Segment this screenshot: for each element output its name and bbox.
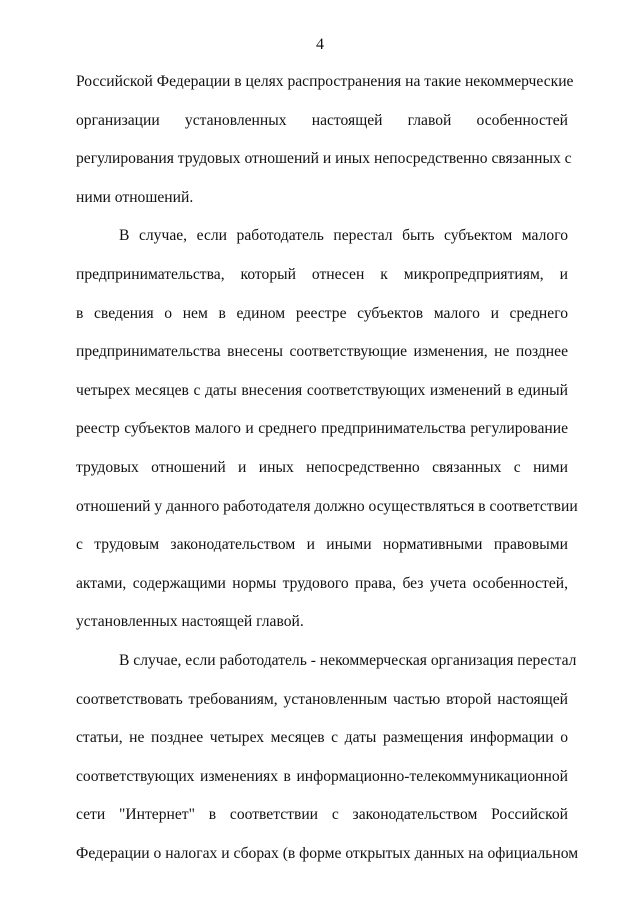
paragraph-1	[76, 63, 574, 217]
paragraph-line: предпринимательства внесены соответствующие изменения, не позднее	[76, 343, 568, 361]
paragraph-line: соответствующих изменениях в информационно-телекоммуникационной	[76, 767, 568, 785]
paragraph-line: В случае, если работодатель перестал быть субъектом малого	[119, 227, 568, 245]
paragraph-2	[76, 217, 578, 642]
paragraph-line: с трудовым законодательством и иными нормативными правовыми	[76, 536, 568, 554]
paragraph-line: ними отношений.	[76, 188, 194, 206]
paragraph-line: в сведения о нем в едином реестре субъектов малого и среднего	[76, 304, 568, 322]
paragraph-line: реестр субъектов малого и среднего предпринимательства регулирование	[76, 420, 568, 438]
paragraph-line: трудовых отношений и иных непосредственно связанных с ними	[76, 458, 568, 476]
document-body	[76, 63, 579, 873]
paragraph-3	[76, 642, 579, 874]
paragraph-line: Российской Федерации в целях распространения на такие некоммерческие	[76, 73, 574, 90]
paragraph-line: статьи, не позднее четырех месяцев с даты размещения информации о	[76, 729, 568, 747]
paragraph-line: установленных настоящей главой.	[76, 613, 304, 631]
paragraph-line: организации установленных настоящей главой особенностей	[76, 111, 568, 129]
paragraph-line: регулирования трудовых отношений и иных непосредственно связанных с	[76, 150, 572, 168]
paragraph-line: соответствовать требованиям, установленным частью второй настоящей	[76, 690, 568, 708]
paragraph-line: актами, содержащими нормы трудового права, без учета особенностей,	[76, 574, 568, 592]
paragraph-line: предпринимательства, который отнесен к микропредприятиям, и	[76, 265, 568, 283]
paragraph-line: отношений у данного работодателя должно осуществляться в соответствии	[76, 497, 578, 515]
page-number: 4	[316, 36, 324, 53]
paragraph-line: четырех месяцев с даты внесения соответствующих изменений в единый	[76, 381, 568, 399]
paragraph-line: сети "Интернет" в соответствии с законодательством Российской	[76, 806, 568, 824]
paragraph-line: В случае, если работодатель - некоммерческая организация перестал	[119, 651, 577, 669]
paragraph-line: Федерации о налогах и сборах (в форме открытых данных на официальном	[76, 844, 579, 862]
